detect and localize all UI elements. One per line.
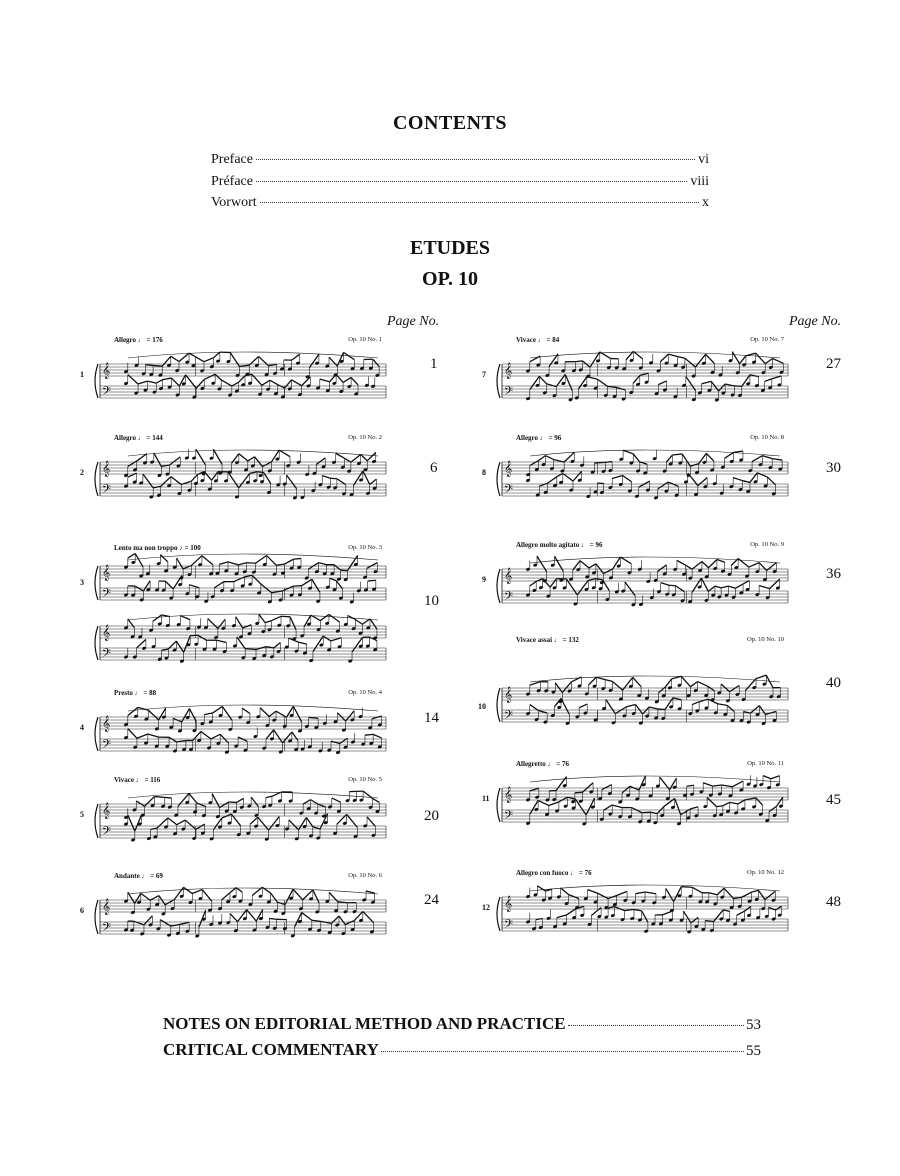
toc-leader-dots: [568, 1025, 744, 1026]
toc-leader-dots: [381, 1051, 744, 1052]
svg-text:𝄢: 𝄢: [504, 385, 514, 401]
etude-page-number: 20: [424, 808, 439, 824]
toc-entry-label: CRITICAL COMMENTARY: [163, 1040, 379, 1059]
music-incipit: [490, 764, 790, 842]
etude-entry-8[interactable]: [482, 434, 790, 516]
opus-reference: Op. 10 No. 6: [348, 872, 382, 879]
music-incipit: [490, 873, 790, 951]
etude-entry-4[interactable]: [80, 689, 388, 771]
etude-entry-2[interactable]: [80, 434, 388, 516]
opus-reference: Op. 10 No. 9: [750, 541, 784, 548]
music-incipit: [88, 780, 388, 858]
tempo-marking: Allegro ♩ = 144: [114, 434, 163, 442]
toc-entry-preface[interactable]: [211, 152, 709, 174]
opus-reference: Op. 10 No. 1: [348, 336, 382, 343]
etude-entry-10[interactable]: [478, 636, 790, 740]
svg-text:𝄞: 𝄞: [102, 625, 111, 641]
etude-number: 12: [482, 903, 490, 912]
music-incipit: [88, 438, 388, 516]
etude-entry-12[interactable]: [482, 869, 790, 951]
toc-entry-vorwort[interactable]: [211, 195, 709, 217]
music-incipit: [490, 640, 790, 740]
tempo-marking: Allegretto ♩ = 76: [516, 760, 570, 768]
tempo-marking: Lento ma non troppo ♪ = 100: [114, 544, 201, 552]
opus-reference: Op. 10 No. 8: [750, 434, 784, 441]
toc-entry-page: x: [702, 195, 709, 210]
etude-page-number: 1: [430, 356, 438, 372]
svg-text:𝄞: 𝄞: [102, 716, 111, 732]
opus-reference: Op. 10 No. 2: [348, 434, 382, 441]
etude-entry-6[interactable]: [80, 872, 388, 954]
etude-entry-3[interactable]: [80, 544, 388, 668]
svg-text:𝄞: 𝄞: [504, 687, 513, 703]
svg-text:𝄢: 𝄢: [504, 709, 514, 725]
opus-reference: Op. 10 No. 11: [747, 760, 784, 767]
tempo-marking: Allegro con fuoco ♩ = 76: [516, 869, 592, 877]
etude-page-number: 10: [424, 593, 439, 609]
music-incipit: [88, 548, 388, 668]
music-incipit: [490, 340, 790, 418]
opus-reference: Op. 10 No. 4: [348, 689, 382, 696]
toc-entry-label: NOTES ON EDITORIAL METHOD AND PRACTICE: [163, 1014, 566, 1033]
tempo-marking: Vivace ♩ = 84: [516, 336, 560, 344]
tempo-marking: Allegro ♩ = 96: [516, 434, 562, 442]
etude-entry-11[interactable]: [482, 760, 790, 842]
toc-leader-dots: [260, 202, 699, 203]
etude-entry-9[interactable]: [482, 541, 790, 623]
etude-number: 7: [482, 370, 486, 379]
etude-page-number: 6: [430, 460, 438, 476]
music-incipit: [490, 545, 790, 623]
contents-title: CONTENTS: [392, 112, 508, 134]
opus-reference: Op. 10 No. 7: [750, 336, 784, 343]
page-no-header-left: Page No.: [387, 314, 440, 329]
svg-text:𝄞: 𝄞: [102, 803, 111, 819]
etude-number: 6: [80, 906, 84, 915]
svg-text:𝄞: 𝄞: [504, 461, 513, 477]
toc-entry-label: Préface: [211, 174, 253, 189]
svg-text:𝄞: 𝄞: [504, 568, 513, 584]
svg-text:𝄞: 𝄞: [504, 363, 513, 379]
svg-text:𝄞: 𝄞: [102, 461, 111, 477]
etude-number: 3: [80, 578, 84, 587]
toc-entry-page: vi: [698, 152, 709, 167]
toc-leader-dots: [256, 159, 695, 160]
svg-text:𝄞: 𝄞: [102, 363, 111, 379]
svg-text:𝄞: 𝄞: [504, 787, 513, 803]
opus-reference: Op. 10 No. 10: [746, 636, 784, 643]
tempo-marking: Allegro molto agitato ♩ = 96: [516, 541, 603, 549]
toc-entry-preface-fr[interactable]: [211, 174, 709, 196]
etude-page-number: 36: [826, 566, 841, 582]
music-incipit: [88, 340, 388, 418]
etude-number: 4: [80, 723, 84, 732]
tempo-marking: Vivace assai ♩ = 132: [516, 636, 579, 644]
etude-entry-7[interactable]: [482, 336, 790, 418]
etude-number: 2: [80, 468, 84, 477]
etude-number: 9: [482, 575, 486, 584]
etude-number: 8: [482, 468, 486, 477]
opus-reference: Op. 10 No. 12: [746, 869, 784, 876]
etude-page-number: 27: [826, 356, 841, 372]
music-incipit: [88, 693, 388, 771]
tempo-marking: Allegro ♩ = 176: [114, 336, 163, 344]
etude-entry-5[interactable]: [80, 776, 388, 858]
toc-entry-editorial-notes[interactable]: [163, 1014, 761, 1038]
toc-entry-page: 55: [746, 1043, 761, 1059]
etude-number: 5: [80, 810, 84, 819]
toc-leader-dots: [256, 181, 687, 182]
svg-text:𝄢: 𝄢: [504, 590, 514, 606]
tempo-marking: Vivace ♩ = 116: [114, 776, 161, 784]
svg-text:𝄢: 𝄢: [102, 825, 112, 841]
svg-text:𝄢: 𝄢: [504, 809, 514, 825]
etude-page-number: 48: [826, 894, 841, 910]
music-incipit: [88, 876, 388, 954]
toc-entry-critical-commentary[interactable]: [163, 1040, 761, 1064]
toc-entry-page: viii: [690, 174, 709, 189]
etude-page-number: 30: [826, 460, 841, 476]
svg-text:𝄢: 𝄢: [102, 587, 112, 603]
etude-page-number: 40: [826, 675, 841, 691]
svg-text:𝄢: 𝄢: [504, 918, 514, 934]
page-no-header-right: Page No.: [789, 314, 842, 329]
etude-entry-1[interactable]: [80, 336, 388, 418]
etude-number: 11: [482, 794, 490, 803]
svg-text:𝄞: 𝄞: [102, 899, 111, 915]
etude-number: 10: [478, 702, 486, 711]
toc-entry-label: Preface: [211, 152, 253, 167]
svg-text:𝄢: 𝄢: [102, 738, 112, 754]
etude-number: 1: [80, 370, 84, 379]
opus-title: OP. 10: [422, 268, 478, 290]
opus-reference: Op. 10 No. 3: [348, 544, 382, 551]
opus-reference: Op. 10 No. 5: [348, 776, 382, 783]
svg-text:𝄢: 𝄢: [102, 483, 112, 499]
etude-page-number: 14: [424, 710, 439, 726]
section-title: ETUDES: [409, 237, 491, 259]
svg-text:𝄢: 𝄢: [102, 921, 112, 937]
svg-text:𝄢: 𝄢: [504, 483, 514, 499]
svg-text:𝄞: 𝄞: [102, 565, 111, 581]
svg-text:𝄢: 𝄢: [102, 647, 112, 663]
svg-text:𝄢: 𝄢: [102, 385, 112, 401]
toc-entry-label: Vorwort: [211, 195, 257, 210]
tempo-marking: Andante ♩ = 69: [114, 872, 163, 880]
etude-page-number: 45: [826, 792, 841, 808]
tempo-marking: Presto ♩ = 88: [114, 689, 157, 697]
toc-entry-page: 53: [746, 1017, 761, 1033]
etude-page-number: 24: [424, 892, 439, 908]
music-incipit: [490, 438, 790, 516]
svg-text:𝄞: 𝄞: [504, 896, 513, 912]
